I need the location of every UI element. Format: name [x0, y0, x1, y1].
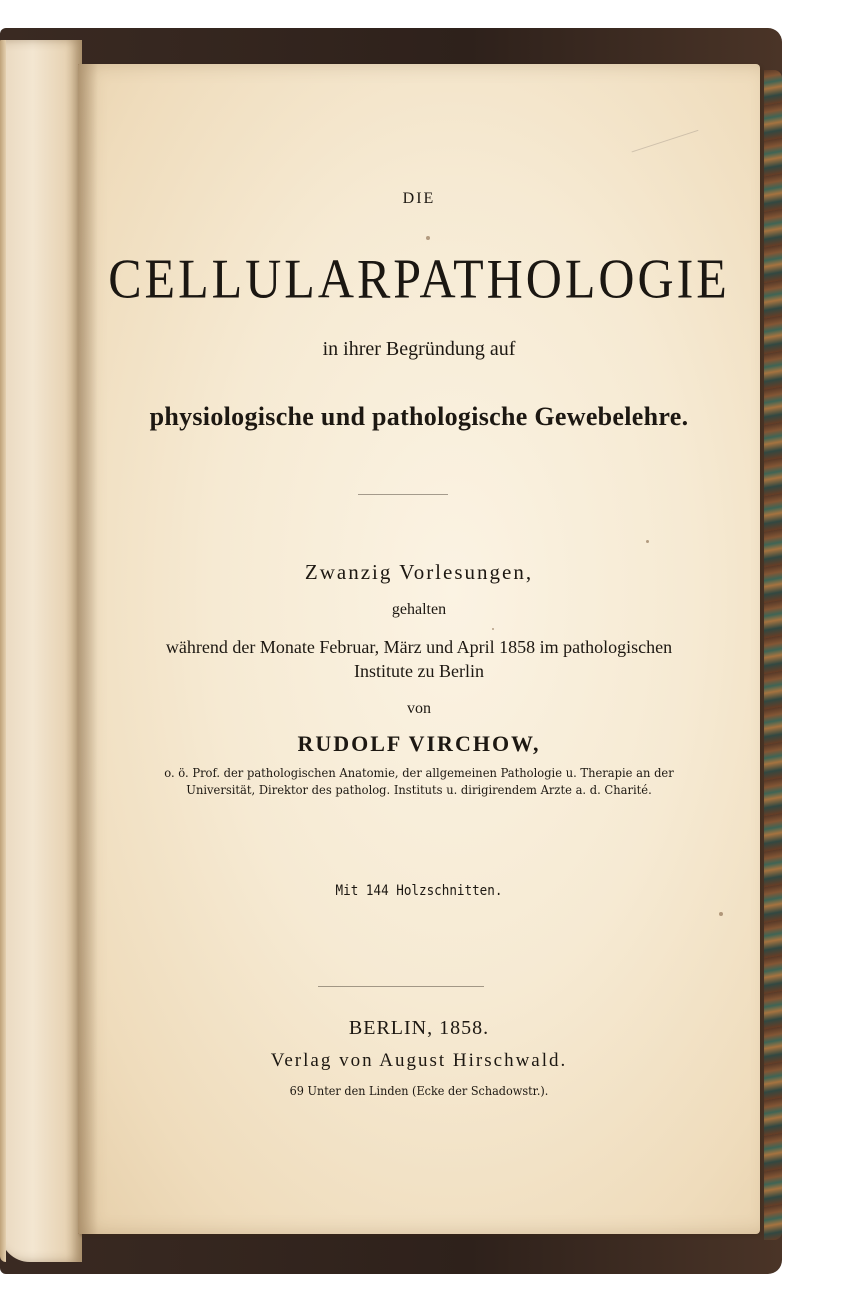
held-line: gehalten	[391, 601, 447, 618]
publisher-address: 69 Unter den Linden (Ecke der Schadowstr.).	[289, 1083, 549, 1098]
foxing-spot	[646, 540, 649, 543]
author-name: RUDOLF VIRCHOW,	[297, 731, 541, 756]
author-credentials-line-1: o. ö. Prof. der pathologischen Anatomie, der allgemeinen Pathologie u. Therapie an der	[164, 765, 674, 780]
lectures-line: Zwanzig Vorlesungen,	[304, 560, 534, 584]
institute-line: Institute zu Berlin	[354, 661, 484, 681]
imprint-place-year: BERLIN, 1858.	[348, 1017, 490, 1039]
subtitle: in ihrer Begründung auf	[322, 338, 516, 360]
foxing-spot	[719, 912, 723, 916]
author-credentials-line-2: Universität, Direktor des patholog. Instituts u. dirigirendem Arzte a. d. Charité.	[186, 782, 652, 797]
field-of-study: physiologische und pathologische Gewebelehre.	[149, 402, 689, 431]
verso-page	[0, 40, 82, 1262]
book-title: CELLULARPATHOLOGIE	[108, 247, 730, 310]
imprint-divider-rule	[318, 986, 484, 987]
publisher-line: Verlag von August Hirschwald.	[270, 1050, 568, 1071]
divider-rule	[358, 494, 448, 495]
verso-page-edge	[0, 40, 6, 1262]
marbled-fore-edge	[764, 70, 782, 1240]
period-line: während der Monate Februar, März und April 1858 im pathologischen	[165, 637, 673, 657]
by-line: von	[407, 700, 431, 717]
foxing-spot	[426, 236, 430, 240]
title-article: DIE	[402, 190, 436, 207]
foxing-spot	[492, 628, 494, 630]
illustrations-note: Mit 144 Holzschnitten.	[335, 883, 503, 899]
